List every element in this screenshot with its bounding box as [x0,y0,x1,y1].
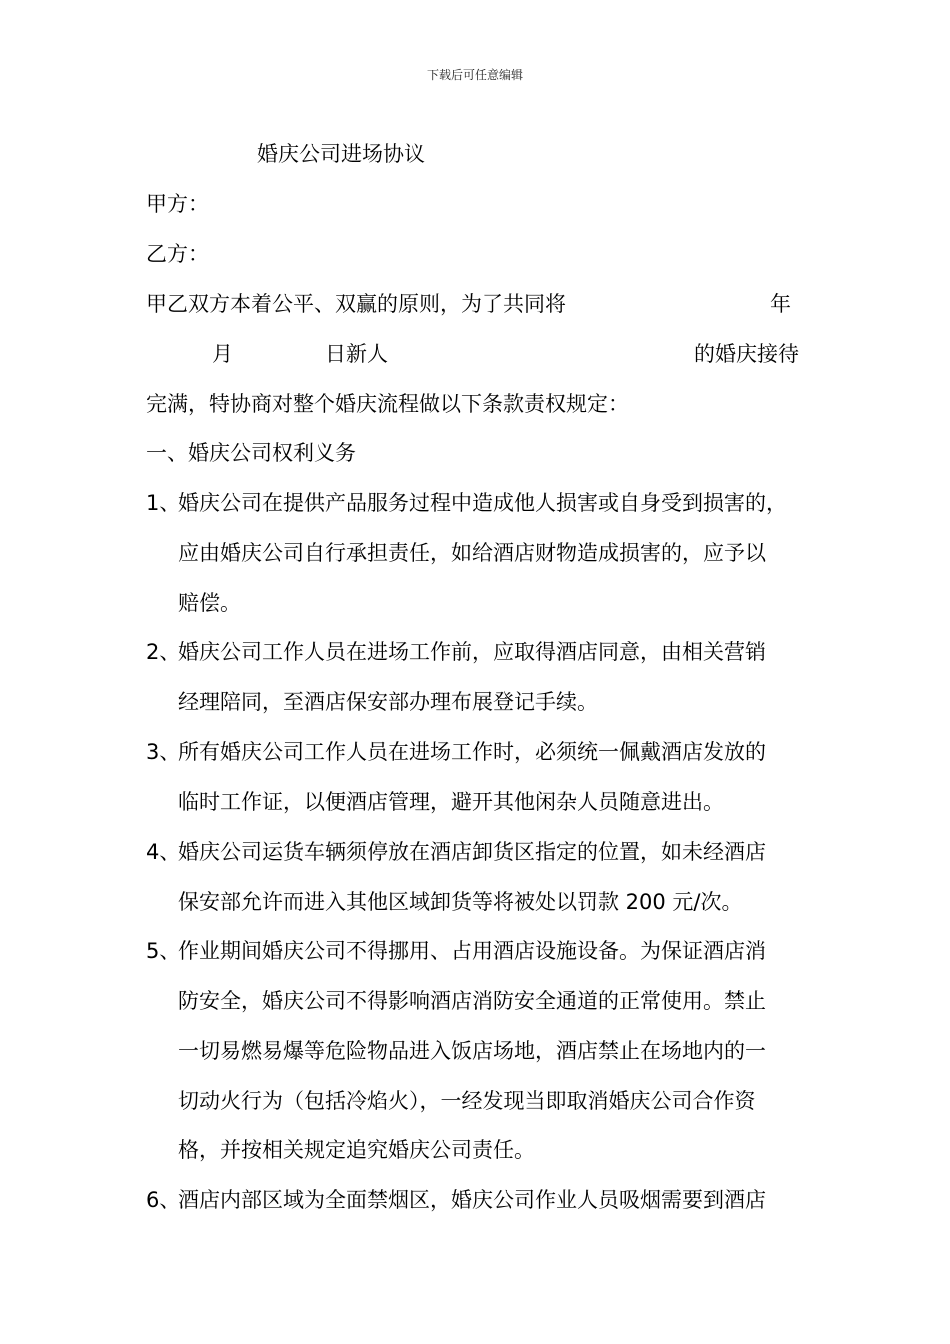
intro-text: 甲乙双方本着公平、双赢的原则，为了共同将 [146,292,566,316]
clause-number: 3、 [146,740,181,764]
page-header: 下载后可任意编辑 [426,68,523,82]
intro-reception: 的婚庆接待 [694,342,799,366]
party-b-label: 乙方： [146,242,209,266]
clause-line: 赔偿。 [178,591,241,615]
clause-line: 经理陪同，至酒店保安部办理布展登记手续。 [178,690,598,714]
clause-line: 应由婚庆公司自行承担责任，如给酒店财物造成损害的，应予以 [178,541,766,565]
intro-month: 月 [212,342,233,366]
clause-line: 婚庆公司在提供产品服务过程中造成他人损害或自身受到损害的， [178,491,787,515]
clause-line: 切动火行为（包括冷焰火），一经发现当即取消婚庆公司合作资 [178,1089,756,1113]
section-heading: 一、婚庆公司权利义务 [146,441,356,465]
clause-line: 所有婚庆公司工作人员在进场工作时，必须统一佩戴酒店发放的 [178,740,766,764]
intro-line3: 完满，特协商对整个婚庆流程做以下条款责权规定： [146,392,629,416]
clause-line: 临时工作证，以便酒店管理，避开其他闲杂人员随意进出。 [178,790,724,814]
document-title: 婚庆公司进场协议 [257,142,425,166]
clause-number: 4、 [146,840,181,864]
intro-year: 年 [770,292,791,316]
clause-number: 5、 [146,939,181,963]
clause-number: 6、 [146,1188,181,1212]
clause-line: 一切易燃易爆等危险物品进入饭店场地，酒店禁止在场地内的一 [178,1039,766,1063]
clause-line: 格，并按相关规定追究婚庆公司责任。 [178,1138,535,1162]
clause-line: 作业期间婚庆公司不得挪用、占用酒店设施设备。为保证酒店消 [178,939,766,963]
party-a-label: 甲方： [146,192,209,216]
clause-line: 婚庆公司工作人员在进场工作前，应取得酒店同意，由相关营销 [178,640,766,664]
clause-number: 1、 [146,491,181,515]
clause-line: 保安部允许而进入其他区域卸货等将被处以罚款 200 元/次。 [178,890,743,914]
clause-line: 防安全，婚庆公司不得影响酒店消防安全通道的正常使用。禁止 [178,989,766,1013]
clause-line: 婚庆公司运货车辆须停放在酒店卸货区指定的位置，如未经酒店 [178,840,766,864]
clause-line: 酒店内部区域为全面禁烟区，婚庆公司作业人员吸烟需要到酒店 [178,1188,766,1212]
intro-day-newlywed: 日新人 [325,342,388,366]
clause-number: 2、 [146,640,181,664]
